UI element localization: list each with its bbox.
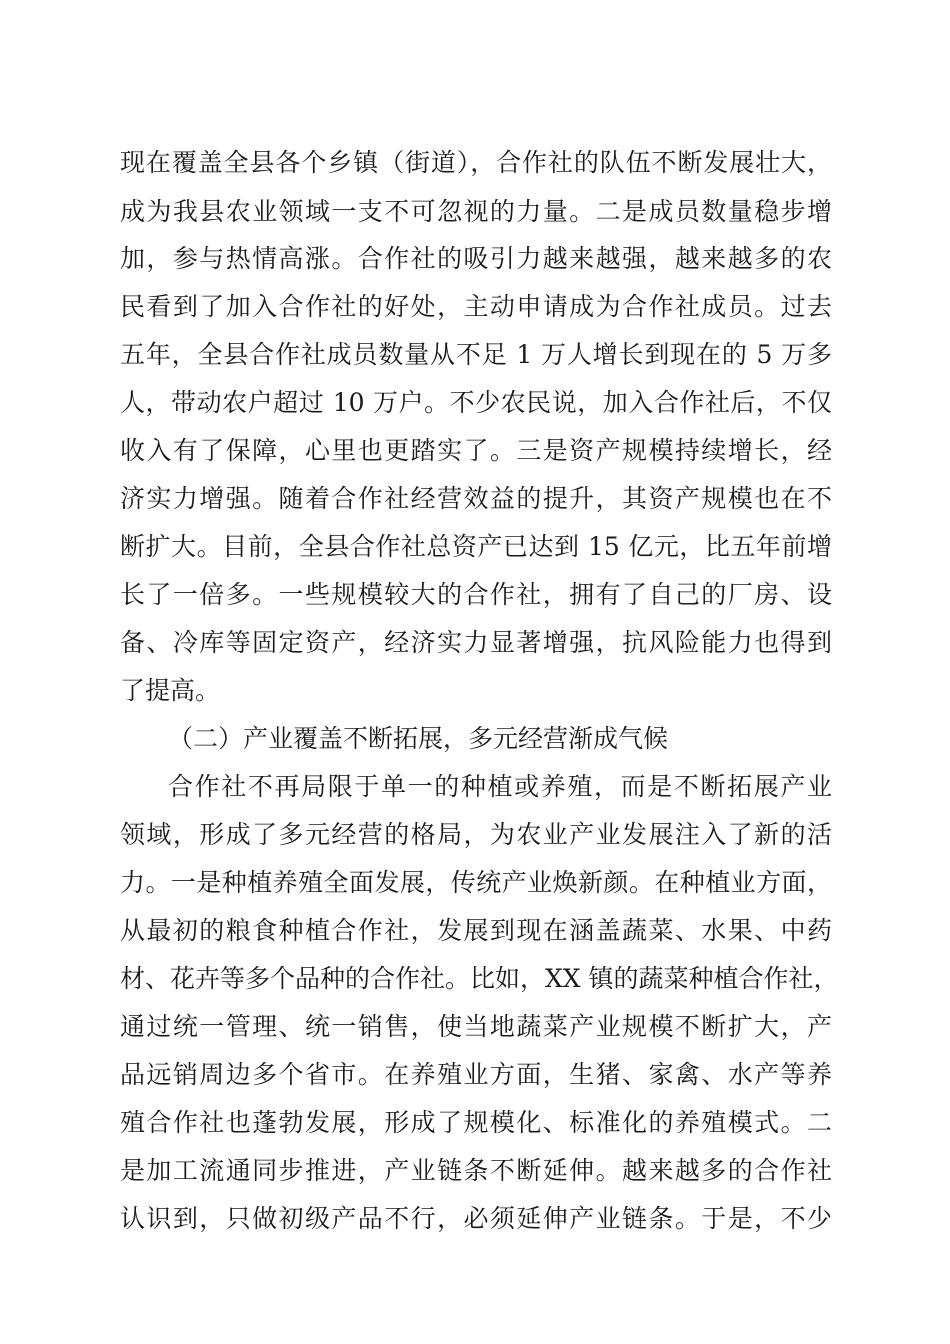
text-line: 力。一是种植养殖全面发展，传统产业焕新颜。在种植业方面， [120, 868, 832, 897]
text-line: 了提高。 [120, 676, 221, 705]
text-line: 民看到了加入合作社的好处，主动申请成为合作社成员。过去 [120, 292, 832, 321]
text-line: 领域，形成了多元经营的格局，为农业产业发展注入了新的活 [120, 820, 832, 849]
text-line: 加，参与热情高涨。合作社的吸引力越来越强，越来越多的农 [120, 244, 832, 273]
text-line: 备、冷库等固定资产，经济实力显著增强，抗风险能力也得到 [120, 628, 832, 657]
text-line: 从最初的粮食种植合作社，发展到现在涵盖蔬菜、水果、中药 [120, 916, 832, 945]
text-line: 材、花卉等多个品种的合作社。比如，XX 镇的蔬菜种植合作社， [120, 964, 839, 993]
text-line: 合作社不再局限于单一的种植或养殖，而是不断拓展产业 [168, 772, 832, 801]
text-line: 断扩大。目前，全县合作社总资产已达到 15 亿元，比五年前增 [120, 532, 832, 561]
text-line: 济实力增强。随着合作社经营效益的提升，其资产规模也在不 [120, 484, 832, 513]
text-line: 五年，全县合作社成员数量从不足 1 万人增长到现在的 5 万多 [120, 340, 832, 369]
text-line: 品远销周边多个省市。在养殖业方面，生猪、家禽、水产等养 [120, 1060, 832, 1089]
text-line: 长了一倍多。一些规模较大的合作社，拥有了自己的厂房、设 [120, 580, 832, 609]
text-line: 现在覆盖全县各个乡镇（街道），合作社的队伍不断发展壮大， [120, 148, 832, 177]
text-line: 成为我县农业领域一支不可忽视的力量。二是成员数量稳步增 [120, 197, 832, 226]
text-line: 人，带动农户超过 10 万户。不少农民说，加入合作社后，不仅 [120, 388, 832, 417]
text-line: 认识到，只做初级产品不行，必须延伸产业链条。于是，不少 [120, 1204, 832, 1233]
section-heading: （二）产业覆盖不断拓展，多元经营渐成气候 [168, 724, 669, 753]
text-line: 是加工流通同步推进，产业链条不断延伸。越来越多的合作社 [120, 1156, 832, 1185]
text-line: 收入有了保障，心里也更踏实了。三是资产规模持续增长，经 [120, 436, 832, 465]
text-line: 殖合作社也蓬勃发展，形成了规模化、标准化的养殖模式。二 [120, 1108, 832, 1137]
text-line: 通过统一管理、统一销售，使当地蔬菜产业规模不断扩大，产 [120, 1012, 832, 1041]
